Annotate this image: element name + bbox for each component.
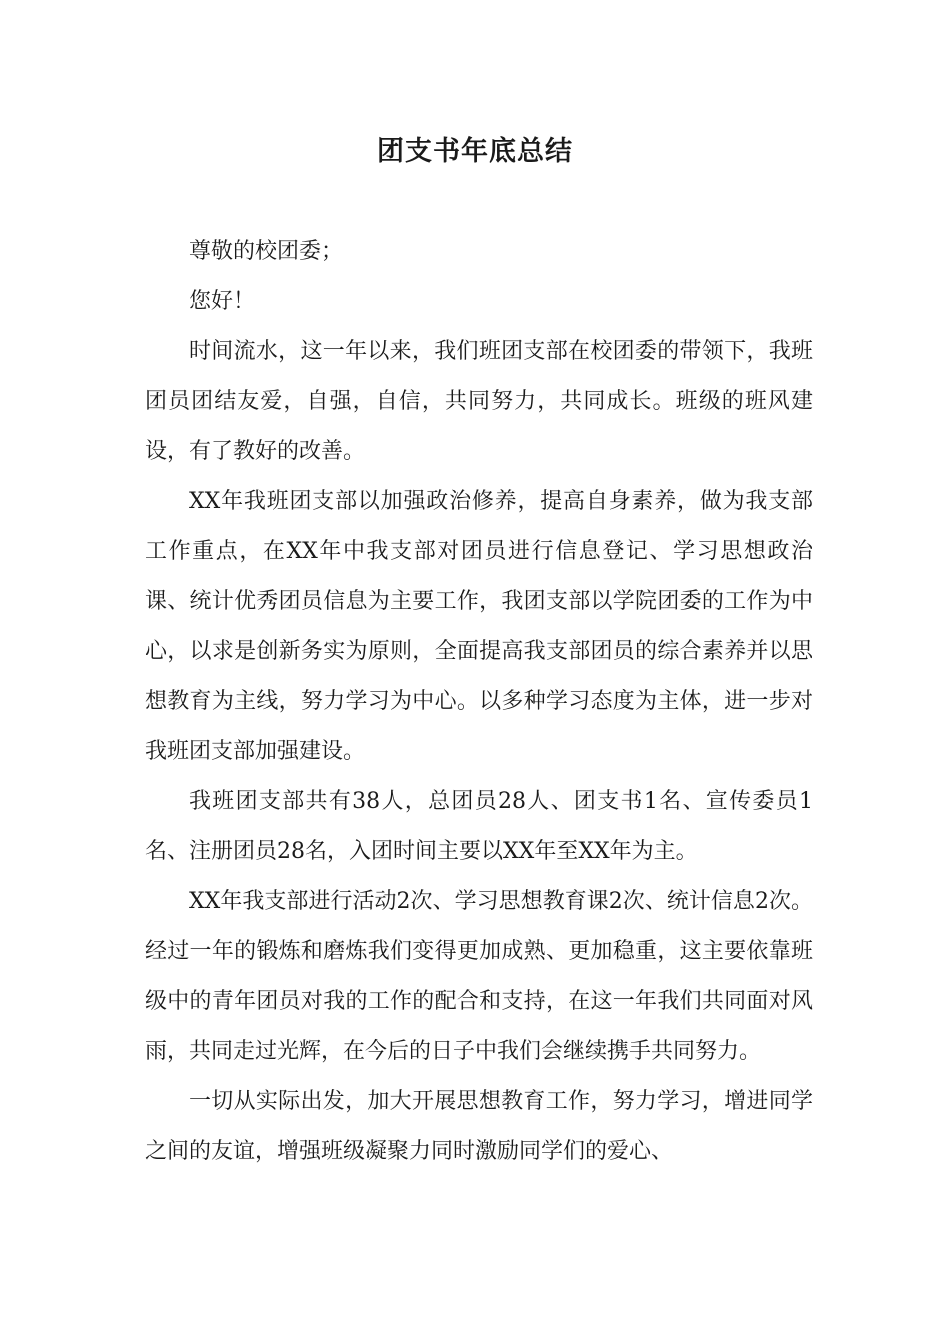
paragraph-membership: 我班团支部共有38人，总团员28人、团支书1名、宣传委员1名、注册团员28名，入团时间主要以XX年至XX年为主。	[145, 789, 813, 864]
document-title: 团支书年底总结	[377, 136, 573, 167]
paragraph-outlook: 一切从实际出发，加大开展思想教育工作，努力学习，增进同学之间的友谊，增强班级凝聚力同时激励同学们的爱心、	[145, 1089, 813, 1164]
paragraph-intro: 时间流水，这一年以来，我们班团支部在校团委的带领下，我班团员团结友爱，自强，自信，共同努力，共同成长。班级的班风建设，有了教好的改善。	[145, 339, 813, 464]
paragraph-work-focus: XX年我班团支部以加强政治修养，提高自身素养，做为我支部工作重点，在XX年中我支部对团员进行信息登记、学习思想政治课、统计优秀团员信息为主要工作，我团支部以学院团委的工作为中心，以求是创新务实为原则，全面提高我支部团员的综合素养并以思想教育为主线，努力学习为中心。以多种学习态度为主体，进一步对我班团支部加强建设。	[145, 489, 813, 764]
paragraph-greeting: 您好！	[189, 289, 256, 314]
paragraph-salutation: 尊敬的校团委；	[189, 239, 344, 264]
paragraph-activities: XX年我支部进行活动2次、学习思想教育课2次、统计信息2次。经过一年的锻炼和磨炼我们变得更加成熟、更加稳重，这主要依靠班级中的青年团员对我的工作的配合和支持，在这一年我们共同面对风雨，共同走过光辉，在今后的日子中我们会继续携手共同努力。	[145, 889, 813, 1064]
document-body	[145, 227, 813, 1177]
